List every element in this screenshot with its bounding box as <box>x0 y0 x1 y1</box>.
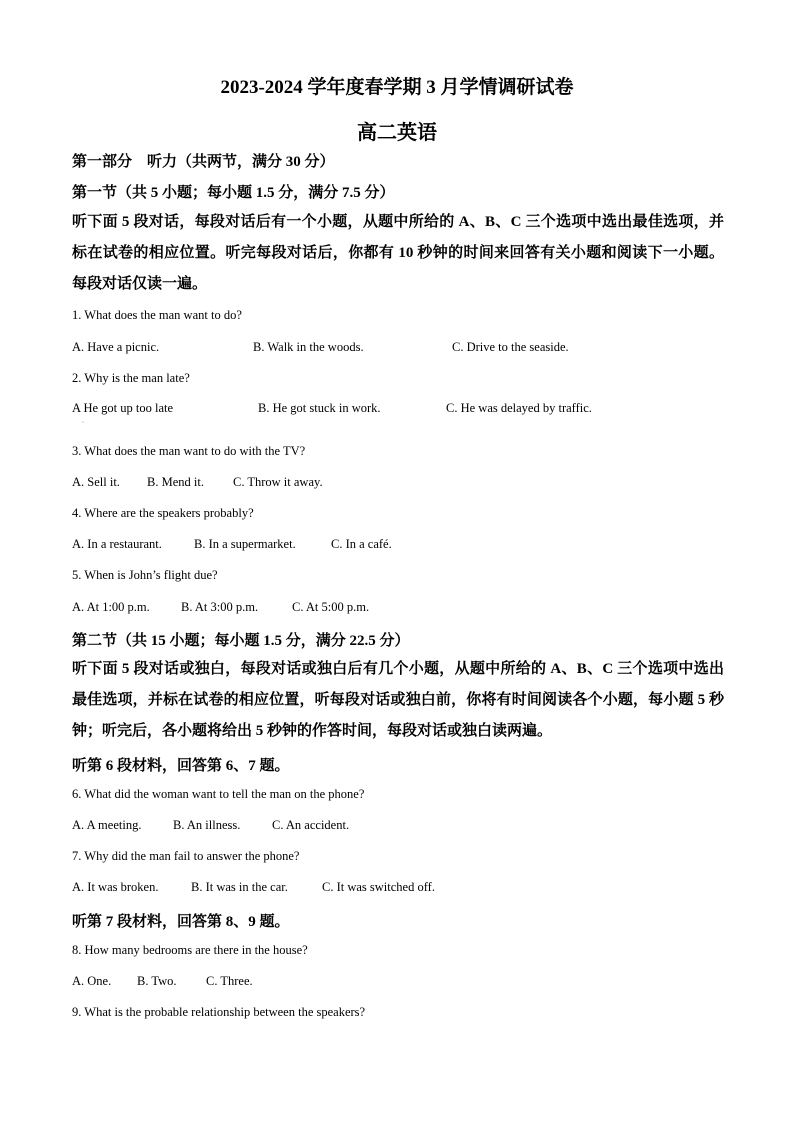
question-4-option-b: B. In a supermarket. <box>194 537 296 551</box>
part1-heading: 第一部分 听力（共两节，满分 30 分） <box>72 154 335 170</box>
stray-dot: · <box>82 420 84 426</box>
question-8-stem: 8. How many bedrooms are there in the house? <box>72 943 308 957</box>
question-8-option-a: A. One. <box>72 974 112 988</box>
section2-heading: 第二节（共 15 小题；每小题 1.5 分，满分 22.5 分） <box>72 633 410 649</box>
question-2-stem: 2. Why is the man late? <box>72 371 190 385</box>
section2-instructions: 听下面 5 段对话或独白，每段对话或独白后有几个小题，从题中所给的 A、B、C 三个选项中选出最佳选项，并标在试卷的相应位置，听每段对话或独白前，你将有时间阅读各个小题，每小题 5 秒钟；听完后，各小题将给出 5 秒钟的作答时间，每段对话或独白读两遍。 <box>72 661 724 739</box>
section1-instructions: 听下面 5 段对话，每段对话后有一个小题，从题中所给的 A、B、C 三个选项中选出最佳选项，并标在试卷的相应位置。听完每段对话后，你都有 10 秒钟的时间来回答有关小题和阅读下一小题。每段对话仅读一遍。 <box>72 214 724 292</box>
question-5-option-c: C. At 5:00 p.m. <box>292 600 370 614</box>
exam-subtitle: 高二英语 <box>357 122 437 144</box>
material-6-heading: 听第 6 段材料，回答第 6、7 题。 <box>72 758 290 774</box>
question-2-option-c: C. He was delayed by traffic. <box>446 401 592 415</box>
question-6-option-c: C. An accident. <box>272 818 350 832</box>
question-8-option-c: C. Three. <box>206 974 253 988</box>
question-3-option-a: A. Sell it. <box>72 475 120 489</box>
question-4-option-c: C. In a café. <box>331 537 392 551</box>
exam-title: 2023-2024 学年度春学期 3 月学情调研试卷 <box>220 77 574 98</box>
question-6-option-b: B. An illness. <box>173 818 241 832</box>
question-7-option-c: C. It was switched off. <box>322 880 435 894</box>
question-2-option-a: A He got up too late <box>72 401 174 415</box>
question-3-option-b: B. Mend it. <box>147 475 204 489</box>
question-4-option-a: A. In a restaurant. <box>72 537 162 551</box>
question-3-option-c: C. Throw it away. <box>233 475 323 489</box>
question-5-option-a: A. At 1:00 p.m. <box>72 600 150 614</box>
question-3-stem: 3. What does the man want to do with the TV? <box>72 444 306 458</box>
question-9-stem: 9. What is the probable relationship between the speakers? <box>72 1005 366 1019</box>
question-6-option-a: A. A meeting. <box>72 818 142 832</box>
question-8-option-b: B. Two. <box>137 974 177 988</box>
question-7-option-a: A. It was broken. <box>72 880 159 894</box>
question-7-option-b: B. It was in the car. <box>191 880 288 894</box>
material-7-heading: 听第 7 段材料，回答第 8、9 题。 <box>72 914 290 930</box>
question-1-option-a: A. Have a picnic. <box>72 340 160 354</box>
question-5-stem: 5. When is John’s flight due? <box>72 568 218 582</box>
question-6-stem: 6. What did the woman want to tell the man on the phone? <box>72 787 365 801</box>
question-7-stem: 7. Why did the man fail to answer the phone? <box>72 849 300 863</box>
question-1-option-b: B. Walk in the woods. <box>253 340 364 354</box>
question-4-stem: 4. Where are the speakers probably? <box>72 506 254 520</box>
question-1-stem: 1. What does the man want to do? <box>72 308 242 322</box>
section1-heading: 第一节（共 5 小题；每小题 1.5 分，满分 7.5 分） <box>72 185 395 201</box>
question-5-option-b: B. At 3:00 p.m. <box>181 600 259 614</box>
question-2-option-b: B. He got stuck in work. <box>258 401 381 415</box>
question-1-option-c: C. Drive to the seaside. <box>452 340 569 354</box>
